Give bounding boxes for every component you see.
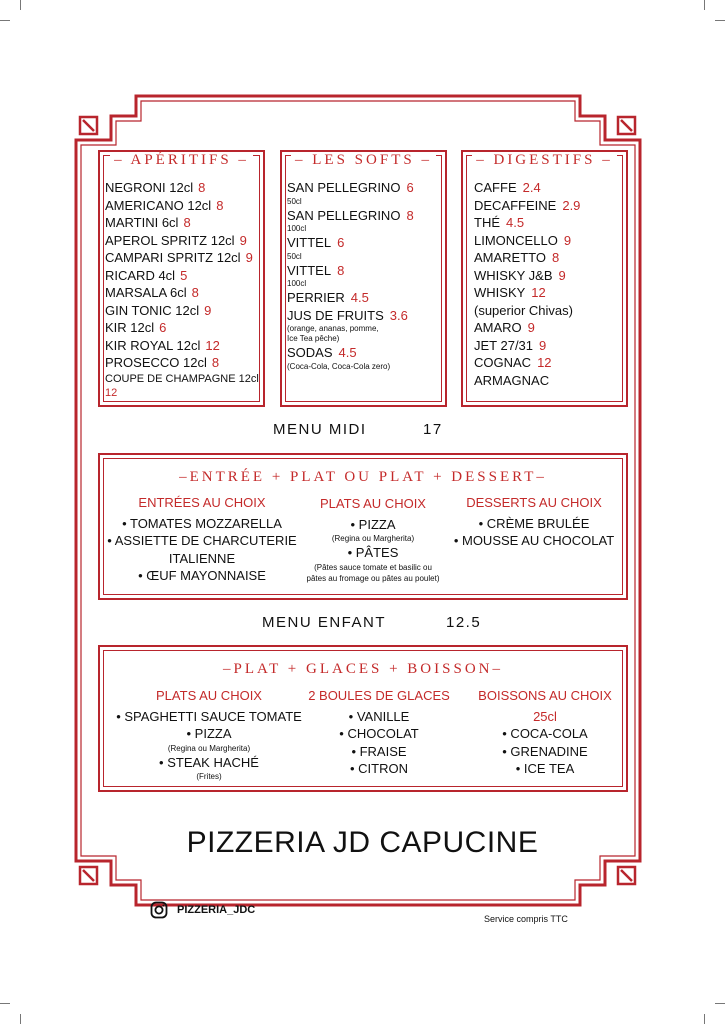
entree-item: • ŒUF MAYONNAISE	[138, 568, 266, 583]
menu-item	[474, 302, 580, 320]
item-name: AMARO	[474, 320, 522, 335]
menu-item	[474, 197, 580, 215]
item-name: JET 27/31	[474, 337, 534, 353]
item-name: PERRIER	[287, 290, 345, 305]
menu-item	[474, 232, 580, 250]
menu-item	[105, 179, 259, 197]
glaces-heading: 2 BOULES DE GLACES	[308, 688, 450, 703]
boisson-item: • COCA-COLA	[502, 726, 588, 741]
menu-item	[105, 267, 259, 285]
boissons-size: 25cl	[533, 708, 557, 724]
menu-item	[105, 249, 259, 267]
menu-item	[287, 234, 414, 252]
item-name: GIN TONIC 12cl	[105, 302, 200, 318]
item-note: 100cl	[287, 279, 307, 288]
menu-item	[474, 267, 580, 285]
item-price: 6	[406, 180, 414, 195]
item-name: KIR 12cl	[105, 320, 155, 335]
menu-item	[474, 179, 580, 197]
instagram-handle[interactable]	[150, 901, 255, 919]
item-price: 12	[205, 337, 220, 353]
menu-item	[105, 197, 259, 215]
item-name: DECAFFEINE	[474, 197, 557, 213]
entree-item: • ASSIETTE DE CHARCUTERIE	[107, 533, 297, 548]
digestifs-title: – DIGESTIFS –	[463, 150, 626, 170]
item-name: AMERICANO 12cl	[105, 197, 212, 213]
item-name: ARMAGNAC	[474, 372, 550, 388]
item-price: 9	[239, 232, 247, 248]
entree-item: • TOMATES MOZZARELLA	[122, 515, 282, 531]
menu-item	[474, 372, 580, 390]
item-price: 6	[337, 235, 345, 250]
item-name: CAMPARI SPRITZ 12cl	[105, 250, 241, 265]
dessert-item: • CRÈME BRULÉE	[478, 515, 590, 531]
item-name: WHISKY J&B	[474, 267, 553, 283]
enfant-plat-item: • SPAGHETTI SAUCE TOMATE	[116, 708, 302, 724]
enfant-plat-note: (Regina ou Margherita)	[167, 743, 251, 753]
menu-item	[474, 214, 580, 232]
plat-pizza-note: (Regina ou Margherita)	[331, 534, 415, 543]
menu-item	[105, 354, 259, 372]
boissons-heading: BOISSONS AU CHOIX	[478, 688, 612, 703]
item-note: Ice Tea pêche)	[287, 334, 340, 343]
item-name: JUS DE FRUITS	[287, 307, 384, 323]
item-price: 9	[558, 267, 566, 283]
item-note: (Coca-Cola, Coca-Cola zero)	[287, 361, 391, 371]
menu-item	[105, 302, 259, 320]
item-name: AMARETTO	[474, 250, 546, 265]
service-note: Service compris TTC	[484, 914, 568, 924]
item-price: 5	[180, 267, 188, 283]
item-name: MARTINI 6cl	[105, 215, 179, 230]
item-price: 12	[531, 285, 546, 300]
entrees-column	[101, 494, 303, 585]
item-name: MARSALA 6cl	[105, 285, 187, 300]
item-price: 6	[159, 320, 167, 335]
champagne-price: 12	[105, 386, 118, 399]
item-note: 50cl	[287, 196, 302, 206]
aperitifs-title: – APÉRITIFS –	[100, 150, 263, 170]
menu-item	[287, 344, 414, 362]
desserts-heading: DESSERTS AU CHOIX	[466, 495, 602, 510]
menu-midi-price: 17	[423, 421, 443, 438]
restaurant-name: PIZZERIA JD CAPUCINE	[186, 826, 539, 859]
menu-enfant-title: –PLAT + GLACES + BOISSON–	[100, 659, 626, 679]
item-price: 12	[537, 355, 552, 370]
item-name: SAN PELLEGRINO	[287, 180, 401, 195]
item-price: 4.5	[350, 290, 369, 305]
softs-list	[287, 179, 414, 372]
item-price: 8	[337, 262, 345, 278]
menu-item	[105, 319, 259, 337]
menu-enfant-label: MENU ENFANT	[262, 614, 387, 631]
enfant-plat-item: • PIZZA	[186, 726, 232, 741]
menu-item	[474, 354, 580, 372]
item-price: 9	[527, 320, 535, 335]
instagram-icon	[150, 901, 168, 919]
item-price: 8	[183, 215, 191, 230]
item-note: (orange, ananas, pomme,	[287, 324, 379, 333]
item-price: 2.4	[522, 180, 541, 195]
plat-pates-note: (Pâtes sauce tomate et basilic ou	[314, 562, 432, 572]
item-name: THÉ	[474, 215, 500, 230]
item-name: COGNAC	[474, 355, 532, 370]
item-name: VITTEL	[287, 235, 332, 250]
item-price: 8	[216, 197, 224, 213]
plat-pates-note: pâtes au fromage ou pâtes au poulet)	[306, 573, 440, 583]
entrees-heading: ENTRÉES AU CHOIX	[138, 495, 266, 510]
item-price: 9	[204, 302, 212, 318]
plat-pizza: • PIZZA	[350, 516, 396, 532]
dessert-item: • MOUSSE AU CHOCOLAT	[453, 533, 615, 548]
digestifs-list	[474, 179, 580, 389]
item-name: NEGRONI 12cl	[105, 180, 194, 195]
menu-enfant-price: 12.5	[446, 614, 482, 631]
enfant-plat-note: (Frites)	[196, 772, 222, 781]
item-note: 100cl	[287, 224, 307, 233]
glace-item: • CHOCOLAT	[339, 726, 419, 741]
item-price: 9	[539, 337, 547, 353]
glace-item: • CITRON	[350, 761, 408, 776]
boisson-item: • ICE TEA	[515, 761, 575, 776]
menu-item	[287, 289, 414, 307]
enfant-plat-item: • STEAK HACHÉ	[159, 754, 259, 770]
aperitifs-list	[105, 179, 259, 400]
item-name: SODAS	[287, 345, 333, 360]
menu-item	[287, 262, 414, 280]
plats-column	[296, 495, 450, 584]
item-name: KIR ROYAL 12cl	[105, 337, 201, 353]
menu-item	[474, 337, 580, 355]
plats-heading: PLATS AU CHOIX	[320, 496, 426, 511]
glace-item: • FRAISE	[351, 743, 407, 759]
desserts-column	[448, 494, 620, 550]
menu-item	[105, 232, 259, 250]
item-price: 8	[191, 285, 199, 300]
item-price: 8	[211, 355, 220, 370]
softs-title: – LES SOFTS –	[282, 150, 445, 170]
enfant-plats-heading: PLATS AU CHOIX	[156, 688, 262, 703]
glaces-column	[302, 687, 456, 778]
item-price: 4.5	[338, 345, 357, 360]
menu-item	[474, 319, 580, 337]
item-price: 8	[406, 207, 414, 223]
menu-item	[287, 307, 414, 325]
item-price: 2.9	[562, 197, 581, 213]
menu-midi-title: –ENTRÉE + PLAT OU PLAT + DESSERT–	[100, 467, 626, 487]
boissons-column	[466, 687, 624, 778]
item-name: LIMONCELLO	[474, 232, 558, 248]
item-name: WHISKY	[474, 285, 526, 300]
item-name: APEROL SPRITZ 12cl	[105, 232, 235, 248]
item-name: (superior Chivas)	[474, 302, 573, 318]
item-price: 8	[198, 180, 206, 195]
plat-pates: • PÂTES	[347, 545, 399, 560]
item-name: CAFFE	[474, 180, 517, 195]
menu-item	[287, 179, 414, 197]
item-note: 50cl	[287, 251, 302, 261]
item-name: RICARD 4cl	[105, 267, 176, 283]
item-price: 8	[552, 250, 560, 265]
item-price: 9	[563, 232, 572, 248]
menu-midi-label: MENU MIDI	[273, 421, 367, 438]
menu-item	[474, 284, 580, 302]
entree-item: ITALIENNE	[168, 550, 236, 566]
menu-item	[474, 249, 580, 267]
item-name: SAN PELLEGRINO	[287, 207, 401, 223]
glace-item: • VANILLE	[348, 708, 410, 724]
item-price: 9	[245, 250, 253, 265]
boisson-item: • GRENADINE	[502, 743, 588, 759]
item-price: 3.6	[389, 307, 408, 323]
menu-item	[105, 284, 259, 302]
item-name: PROSECCO 12cl	[105, 355, 207, 370]
enfant-plats-column	[104, 687, 314, 782]
item-price: 4.5	[506, 215, 525, 230]
menu-item	[105, 214, 259, 232]
menu-item	[105, 337, 259, 355]
champagne-item: COUPE DE CHAMPAGNE 12cl	[105, 372, 259, 385]
item-name: VITTEL	[287, 262, 332, 278]
menu-item	[287, 207, 414, 225]
instagram-handle-text: PIZZERIA_JDC	[177, 904, 256, 916]
